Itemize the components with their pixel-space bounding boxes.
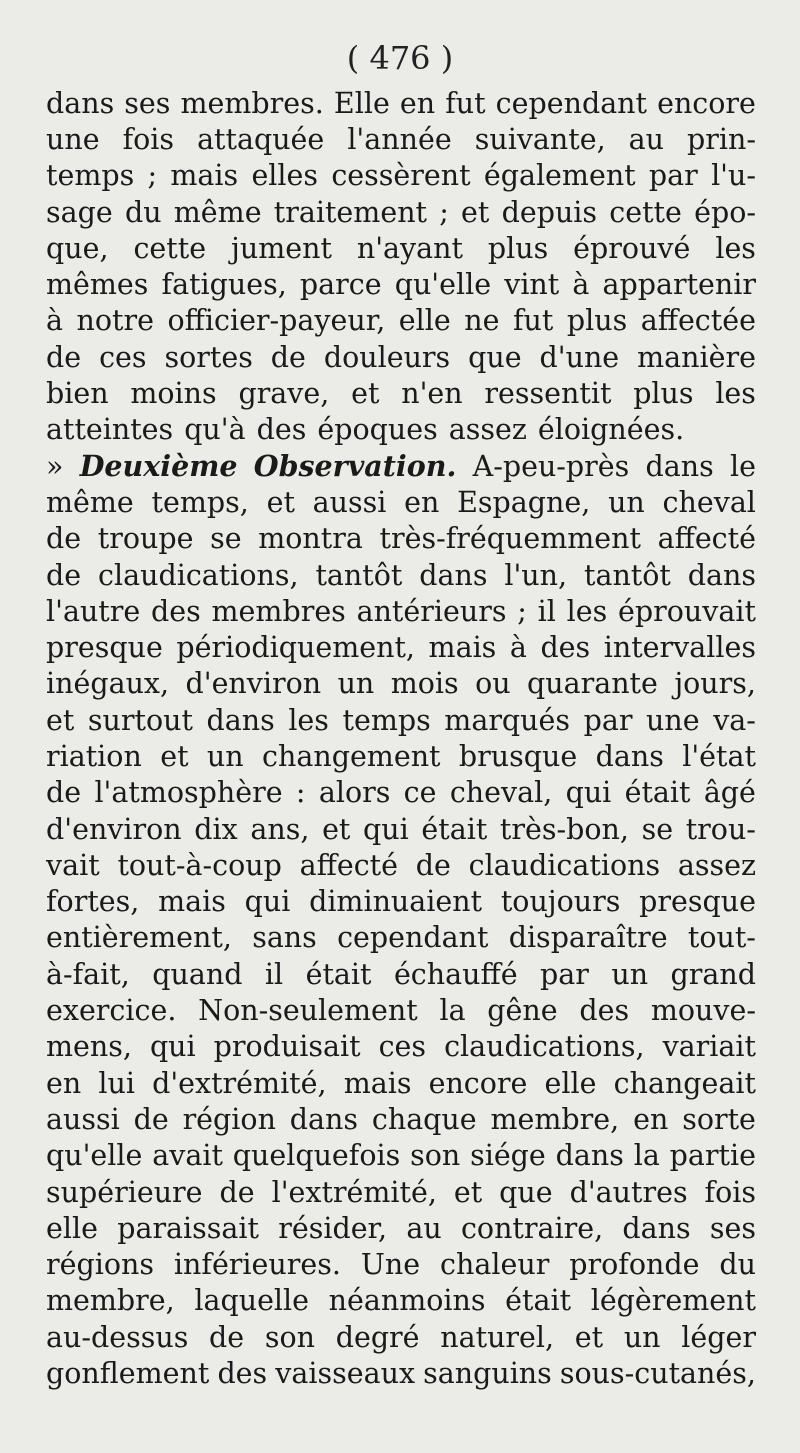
- word: cette: [133, 231, 207, 265]
- word: sous-cutanés,: [559, 1357, 756, 1391]
- word: vaisseaux: [275, 1357, 416, 1391]
- word: même: [173, 195, 262, 229]
- text-line: [46, 666, 756, 702]
- word: était: [305, 957, 372, 991]
- text-line: [46, 920, 756, 956]
- word: plus: [487, 231, 549, 265]
- word: et: [574, 1320, 604, 1354]
- text-line: [46, 1138, 756, 1174]
- word: laquelle: [194, 1284, 310, 1318]
- text-line: [46, 1029, 756, 1065]
- word: cette: [609, 195, 682, 229]
- word: A-peu-près: [472, 449, 630, 483]
- word: inférieures.: [173, 1248, 341, 1282]
- word: naturel,: [440, 1320, 555, 1354]
- word: lui: [98, 1066, 135, 1100]
- word: une: [646, 703, 700, 737]
- word: antérieurs: [356, 594, 507, 628]
- word: les: [715, 231, 756, 265]
- word: épo-: [694, 195, 756, 229]
- text-line: [46, 1247, 756, 1283]
- word: qui: [565, 776, 612, 810]
- word: mêmes: [46, 268, 149, 302]
- text-line: [46, 629, 756, 665]
- word: même: [46, 485, 134, 519]
- word: ne: [464, 304, 500, 338]
- text-line: [46, 1210, 756, 1246]
- word: de: [270, 340, 306, 374]
- word: chaleur: [440, 1248, 550, 1282]
- word: surtout: [87, 703, 193, 737]
- word: d'une: [539, 340, 620, 374]
- word: temps: [342, 703, 431, 737]
- word: cependant: [337, 921, 489, 955]
- text-line: [46, 992, 756, 1028]
- word: de: [46, 776, 82, 810]
- word: notre: [76, 304, 154, 338]
- text-line: [46, 1319, 756, 1355]
- text-line: [46, 1283, 756, 1319]
- word: était: [421, 812, 488, 846]
- text-line: [46, 339, 756, 375]
- text-line: [46, 85, 756, 121]
- word: montra: [258, 522, 363, 556]
- word: les: [566, 594, 608, 628]
- word: dans: [206, 703, 275, 737]
- word: encore: [428, 1066, 528, 1100]
- word: en: [633, 1102, 669, 1136]
- word: aussi: [46, 1102, 120, 1136]
- word: qui: [149, 1030, 196, 1064]
- word: également: [483, 159, 636, 193]
- word: Espagne,: [457, 485, 591, 519]
- word: d'autres: [569, 1175, 688, 1209]
- word: jument: [231, 231, 332, 265]
- word: qu'elle: [394, 268, 492, 302]
- text-line: [46, 1355, 756, 1391]
- word: membre,: [490, 1102, 620, 1136]
- word: gonflement: [46, 1357, 210, 1391]
- word: affecté: [657, 522, 756, 556]
- word: bien: [46, 377, 109, 411]
- word: membres.: [180, 86, 324, 120]
- text-line: [46, 230, 756, 266]
- word: fut: [513, 304, 554, 338]
- word: produisait: [213, 1030, 361, 1064]
- word: elle: [46, 1211, 98, 1245]
- word: brusque: [458, 739, 578, 773]
- word: était: [505, 1284, 572, 1318]
- word: plus: [566, 304, 628, 338]
- word: de: [209, 1320, 245, 1354]
- word: elles: [251, 159, 319, 193]
- word: diminuaient: [309, 885, 483, 919]
- word: sorte: [682, 1102, 756, 1136]
- word: profonde: [569, 1248, 700, 1282]
- word: trou-: [685, 812, 756, 846]
- word: paraissait: [117, 1211, 259, 1245]
- word: de: [133, 1102, 169, 1136]
- word: et: [322, 812, 351, 846]
- word: que,: [46, 231, 109, 265]
- word: était: [624, 776, 691, 810]
- word: dix: [194, 812, 238, 846]
- word: un: [608, 485, 645, 519]
- text-line: [46, 1065, 756, 1101]
- word: très-bon,: [499, 812, 629, 846]
- word: au: [406, 1211, 442, 1245]
- word: fut: [445, 86, 486, 120]
- text-line: [46, 158, 756, 194]
- word: et: [351, 377, 380, 411]
- word: quarante: [527, 667, 658, 701]
- word: qu'elle: [46, 1139, 143, 1173]
- text-line: [46, 121, 756, 157]
- word: aussi: [312, 485, 387, 519]
- word: changement: [262, 739, 441, 773]
- word: affecté: [299, 848, 398, 882]
- word: époques: [317, 413, 438, 447]
- word: fois: [122, 122, 175, 156]
- word: l'un,: [504, 558, 568, 592]
- word: l'u-: [711, 159, 756, 193]
- word: ses: [709, 1211, 756, 1245]
- word: presque: [639, 885, 756, 919]
- word: temps,: [151, 485, 249, 519]
- text-line: [46, 1174, 756, 1210]
- word: prin-: [687, 122, 756, 156]
- word: riation: [46, 739, 142, 773]
- word: l'autre: [46, 594, 141, 628]
- word: tantôt: [315, 558, 403, 592]
- word: échauffé: [393, 957, 518, 991]
- word: à: [509, 631, 527, 665]
- word: tantôt: [584, 558, 671, 592]
- word: inégaux,: [46, 667, 170, 701]
- word: l'extrémité,: [271, 1175, 437, 1209]
- word: des: [217, 1357, 268, 1391]
- word: traitement: [273, 195, 427, 229]
- word: régions: [46, 1248, 154, 1282]
- word: d'extrémité,: [152, 1066, 327, 1100]
- word: et: [461, 195, 490, 229]
- text-line: [46, 593, 756, 629]
- text-line: [46, 702, 756, 738]
- page-number: ( 476 ): [346, 39, 454, 77]
- word: à: [572, 268, 590, 302]
- word: résider,: [278, 1211, 388, 1245]
- word: mouve-: [650, 994, 756, 1028]
- word: fatigues,: [161, 268, 287, 302]
- word: d'environ: [185, 667, 322, 701]
- word: au-dessus: [46, 1320, 189, 1354]
- word: dans: [555, 1139, 624, 1173]
- word: la: [439, 994, 466, 1028]
- word: alors: [318, 776, 391, 810]
- word: les: [288, 703, 329, 737]
- word: et: [266, 485, 295, 519]
- word: de: [219, 1175, 255, 1209]
- word: n'en: [401, 377, 463, 411]
- word: degré: [335, 1320, 420, 1354]
- word: sortes: [164, 340, 253, 374]
- word: encore: [657, 86, 756, 120]
- word: son: [410, 1139, 461, 1173]
- word: cheval: [662, 485, 756, 519]
- word: dans: [645, 449, 714, 483]
- word: variait: [662, 1030, 756, 1064]
- word: du: [719, 1248, 756, 1282]
- word: manière: [637, 340, 756, 374]
- word: des: [579, 994, 630, 1028]
- word: il: [537, 594, 556, 628]
- word: mois: [390, 667, 459, 701]
- text-line: [46, 847, 756, 883]
- word: périodiquement,: [176, 631, 415, 665]
- word: sage: [46, 195, 113, 229]
- word: suivante,: [474, 122, 606, 156]
- text-line: [46, 738, 756, 774]
- word: éloignées.: [537, 413, 685, 447]
- word: parce: [299, 268, 382, 302]
- word: membres: [211, 594, 346, 628]
- word: ;: [147, 159, 158, 193]
- word: de: [46, 340, 82, 374]
- word: de: [46, 558, 82, 592]
- word: dans: [595, 739, 664, 773]
- word: l'état: [682, 739, 756, 773]
- word: éprouvé: [573, 231, 691, 265]
- word: quand: [152, 957, 243, 991]
- word: toujours: [500, 885, 621, 919]
- word: claudications,: [444, 1030, 645, 1064]
- word: par: [583, 703, 633, 737]
- word: néanmoins: [328, 1284, 486, 1318]
- word: âgé: [703, 776, 756, 810]
- word: temps: [46, 159, 135, 193]
- word: moins: [130, 377, 217, 411]
- word: éprouvait: [617, 594, 756, 628]
- word: mais: [343, 1066, 412, 1100]
- word: du: [124, 195, 162, 229]
- word: va-: [713, 703, 756, 737]
- word: région: [182, 1102, 276, 1136]
- word: siége: [470, 1139, 546, 1173]
- word: au: [628, 122, 665, 156]
- word: presque: [46, 631, 163, 665]
- word: supérieure: [46, 1175, 203, 1209]
- word: ;: [439, 195, 449, 229]
- word: elle: [398, 304, 451, 338]
- word: cessèrent: [331, 159, 471, 193]
- text-line: [46, 956, 756, 992]
- word: l'atmosphère: [94, 776, 283, 810]
- word: le: [730, 449, 756, 483]
- word: à-fait,: [46, 957, 130, 991]
- word: une: [46, 122, 100, 156]
- word: assez: [448, 413, 527, 447]
- word: marqués: [444, 703, 571, 737]
- text-line: [46, 811, 756, 847]
- word: Observation.: [253, 449, 457, 484]
- text-line: [46, 484, 756, 520]
- word: les: [715, 377, 756, 411]
- word: fois: [704, 1175, 756, 1209]
- word: se: [641, 812, 674, 846]
- word: :: [295, 776, 306, 810]
- word: mais: [170, 159, 239, 193]
- word: tout-à-coup: [117, 848, 282, 882]
- word: se: [210, 522, 242, 556]
- word: »: [46, 449, 64, 483]
- word: il: [264, 957, 284, 991]
- word: et: [46, 703, 75, 737]
- word: grave,: [238, 377, 330, 411]
- word: un: [337, 667, 375, 701]
- word: l'année: [347, 122, 452, 156]
- word: gêne: [487, 994, 558, 1028]
- word: n'ayant: [356, 231, 463, 265]
- word: par: [648, 159, 698, 193]
- word: légèrement: [590, 1284, 756, 1318]
- text-line: [46, 884, 756, 920]
- word: léger: [681, 1320, 756, 1354]
- word: assez: [677, 848, 756, 882]
- word: ressentit: [484, 377, 612, 411]
- word: ces: [99, 340, 147, 374]
- word: attaquée: [197, 122, 325, 156]
- word: d'environ: [46, 812, 182, 846]
- word: Non-seulement: [198, 994, 418, 1028]
- word: qu'à: [184, 413, 246, 447]
- text-line: [46, 194, 756, 230]
- word: des: [256, 413, 307, 447]
- word: ;: [517, 594, 527, 628]
- word: jours,: [674, 667, 756, 701]
- word: et: [453, 1175, 483, 1209]
- word: claudications: [468, 848, 661, 882]
- word: mais: [158, 885, 226, 919]
- text-line: [46, 303, 756, 339]
- word: Deuxième: [79, 449, 238, 484]
- text-line: [46, 775, 756, 811]
- word: en: [46, 1066, 82, 1100]
- word: ans,: [250, 812, 310, 846]
- word: dans: [46, 86, 115, 120]
- word: affectée: [640, 304, 756, 338]
- word: ou: [475, 667, 511, 701]
- word: ces: [378, 1030, 427, 1064]
- word: cependant: [495, 86, 647, 120]
- word: entièrement,: [46, 921, 232, 955]
- word: fortes,: [46, 885, 140, 919]
- word: grand: [670, 957, 756, 991]
- text-line: [46, 266, 756, 302]
- word: qui: [244, 885, 291, 919]
- word: de: [46, 522, 82, 556]
- word: dans: [687, 558, 756, 592]
- word: atteintes: [46, 413, 174, 447]
- word: très-fréquemment: [379, 522, 641, 556]
- word: ses: [124, 86, 171, 120]
- word: en: [399, 86, 436, 120]
- word: tout-: [687, 921, 756, 955]
- word: dans: [289, 1102, 359, 1136]
- word: un: [611, 957, 649, 991]
- word: par: [540, 957, 589, 991]
- word: un: [623, 1320, 661, 1354]
- word: et: [160, 739, 189, 773]
- word: vint: [504, 268, 560, 302]
- word: officier-payeur,: [167, 304, 386, 338]
- word: douleurs: [323, 340, 451, 374]
- word: sans: [252, 921, 317, 955]
- word: sanguins: [423, 1357, 552, 1391]
- word: partie: [669, 1139, 756, 1173]
- text-line: [46, 448, 756, 484]
- text-line: [46, 1101, 756, 1137]
- word: exercice.: [46, 994, 177, 1028]
- word: la: [633, 1139, 660, 1173]
- word: avait: [152, 1139, 223, 1173]
- word: que: [468, 340, 522, 374]
- word: dans: [622, 1211, 691, 1245]
- word: dans: [419, 558, 488, 592]
- word: contraire,: [460, 1211, 604, 1245]
- text-line: [46, 375, 756, 411]
- word: troupe: [97, 522, 194, 556]
- word: claudications,: [98, 558, 299, 592]
- word: son: [264, 1320, 315, 1354]
- word: mais: [428, 631, 497, 665]
- word: ce: [403, 776, 437, 810]
- word: qui: [363, 812, 409, 846]
- word: de: [415, 848, 451, 882]
- word: mens,: [46, 1030, 132, 1064]
- body-text: [46, 85, 756, 1392]
- word: Une: [360, 1248, 421, 1282]
- word: en: [404, 485, 440, 519]
- word: quelquefois: [232, 1139, 401, 1173]
- word: un: [206, 739, 244, 773]
- word: vait: [46, 848, 100, 882]
- text-line: [46, 412, 756, 448]
- word: chaque: [371, 1102, 477, 1136]
- word: plus: [633, 377, 694, 411]
- word: que: [499, 1175, 553, 1209]
- word: changeait: [613, 1066, 756, 1100]
- word: depuis: [501, 195, 598, 229]
- text-line: [46, 557, 756, 593]
- word: intervalles: [603, 631, 756, 665]
- word: des: [151, 594, 201, 628]
- text-line: [46, 521, 756, 557]
- word: cheval,: [449, 776, 553, 810]
- word: elle: [544, 1066, 597, 1100]
- word: disparaître: [508, 921, 668, 955]
- word: des: [540, 631, 591, 665]
- word: appartenir: [602, 268, 756, 302]
- word: à: [46, 304, 63, 338]
- word: membre,: [46, 1284, 175, 1318]
- word: Elle: [333, 86, 390, 120]
